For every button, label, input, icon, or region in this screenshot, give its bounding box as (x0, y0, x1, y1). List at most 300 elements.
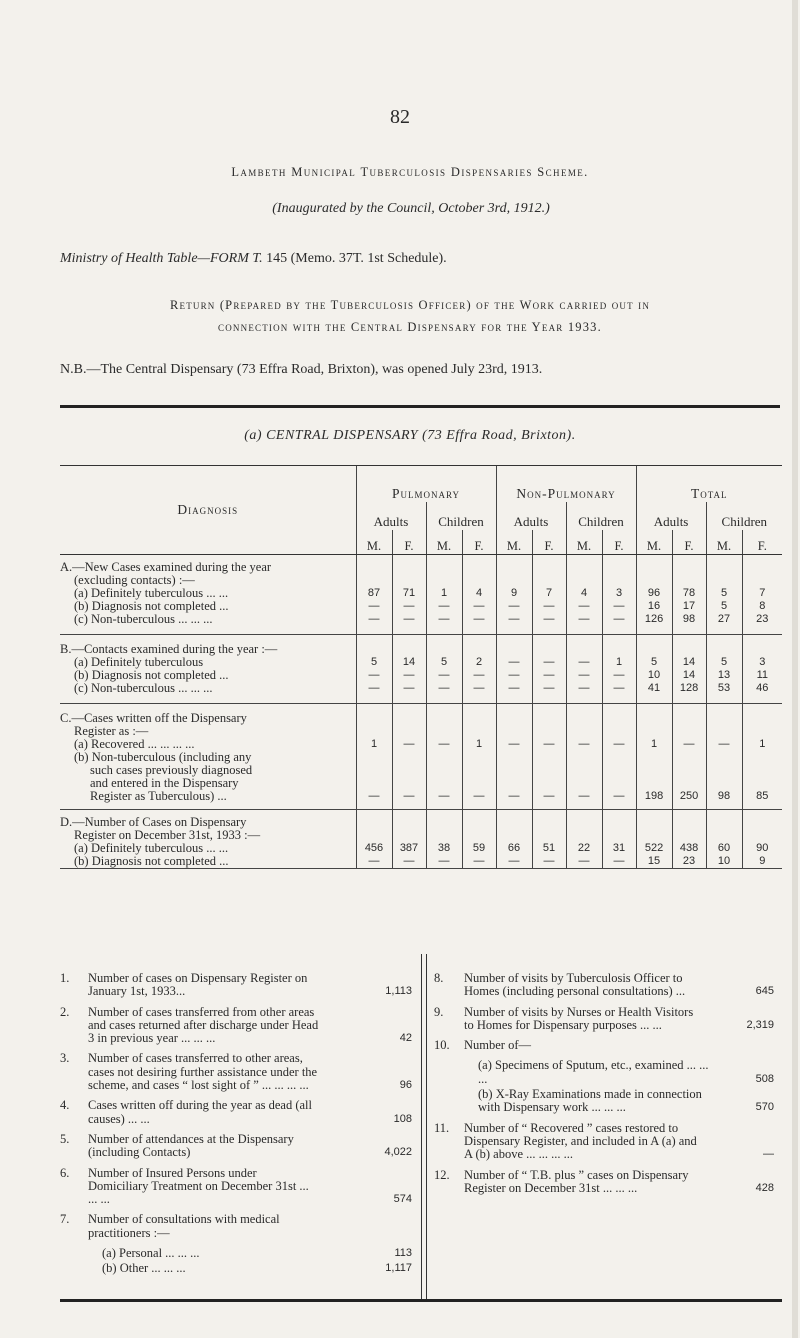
group-header: Non-Pulmonary (496, 466, 636, 503)
table-cell (566, 643, 602, 656)
sex-header: F. (532, 530, 566, 555)
summary-item (60, 1006, 420, 1046)
row-label: B.—Contacts examined during the year :— (60, 642, 278, 656)
table-cell (462, 751, 496, 764)
table-cell: 3 (742, 656, 782, 669)
table-cell: 198 (636, 790, 672, 803)
table-cell: — (566, 600, 602, 613)
table-cell (356, 725, 392, 738)
table-cell (462, 777, 496, 790)
table-cell: 46 (742, 682, 782, 695)
item-number: 6. (60, 1165, 70, 1180)
table-cell: 59 (462, 842, 496, 855)
table-cell (566, 574, 602, 587)
table-cell (462, 643, 496, 656)
item-text: Number of attendances at the Dispensary (including Contacts) (88, 1131, 294, 1160)
table-cell: — (392, 613, 426, 626)
table-cell: 5 (636, 656, 672, 669)
table-cell: 5 (706, 656, 742, 669)
table-cell: — (496, 790, 532, 803)
table-cell: 456 (356, 842, 392, 855)
table-cell: — (496, 855, 532, 869)
row-label: Register on December 31st, 1933 :— (74, 828, 261, 842)
item-value: 42 (399, 1032, 412, 1045)
item-value: — (763, 1148, 774, 1161)
table-cell (636, 764, 672, 777)
summary-left-column (60, 972, 420, 1283)
table-cell: 98 (706, 790, 742, 803)
ministry-rest: 145 (Memo. 37T. 1st Schedule). (262, 251, 447, 266)
item-text: (b) Other ... ... ... (102, 1261, 186, 1276)
table-cell: 96 (636, 587, 672, 600)
table-cell: — (566, 613, 602, 626)
table-cell: 438 (672, 842, 706, 855)
table-cell: 11 (742, 669, 782, 682)
item-text: Number of Insured Persons under Domiciliary Treatment on December 31st ... ... ... (88, 1165, 309, 1207)
table-cell (356, 816, 392, 829)
table-cell: — (426, 600, 462, 613)
table-cell (392, 829, 426, 842)
table-cell (672, 725, 706, 738)
item-text: (a) Specimens of Sputum, etc., examined ... ... ... (478, 1058, 709, 1086)
table-cell (566, 561, 602, 574)
table-cell (636, 643, 672, 656)
row-label: (c) Non-tuberculous ... ... ... (74, 681, 213, 695)
row-label: A.—New Cases examined during the year (60, 560, 272, 574)
table-cell (636, 816, 672, 829)
table-cell (706, 561, 742, 574)
table-cell (532, 751, 566, 764)
table-cell: — (496, 669, 532, 682)
summary-item (60, 1213, 420, 1240)
table-cell: 4 (566, 587, 602, 600)
table-cell: 1 (602, 656, 636, 669)
summary-item (434, 1039, 784, 1052)
table-cell (532, 777, 566, 790)
table-cell: — (532, 738, 566, 751)
item-value: 108 (393, 1112, 412, 1125)
table-cell (602, 777, 636, 790)
table-cell (426, 751, 462, 764)
group-header: Pulmonary (356, 466, 496, 503)
table-cell: 5 (706, 600, 742, 613)
table-cell: — (602, 855, 636, 869)
item-number: 4. (60, 1098, 70, 1113)
table-cell (706, 751, 742, 764)
return-heading (0, 294, 800, 338)
page-number: 82 (390, 106, 410, 128)
table-cell (566, 751, 602, 764)
item-text: Number of cases on Dispensary Register on January 1st, 1933... (88, 971, 308, 999)
table-cell: 1 (356, 738, 392, 751)
item-value: 645 (755, 985, 774, 998)
diagnosis-header: Diagnosis (60, 466, 356, 555)
table-cell: 1 (742, 738, 782, 751)
table-cell: — (496, 600, 532, 613)
item-text: Number of cases transferred to other areas, cases not desiring further assistance under the scheme, and cases “ lost sight of ” ... ... ... ... (88, 1051, 318, 1093)
table-cell (426, 561, 462, 574)
group-header: Total (636, 466, 782, 503)
cases-table (60, 465, 782, 869)
table-cell: 5 (356, 656, 392, 669)
subgroup-header: Children (706, 502, 782, 530)
table-cell: 53 (706, 682, 742, 695)
sex-header: F. (462, 530, 496, 555)
table-cell: 15 (636, 855, 672, 869)
return-line-1: Return (Prepared by the Tuberculosis Officer) of the Work carried out in (169, 298, 651, 312)
table-cell (636, 751, 672, 764)
table-cell (532, 725, 566, 738)
table-cell (426, 777, 462, 790)
table-cell (672, 574, 706, 587)
sex-header: F. (742, 530, 782, 555)
table-cell (672, 816, 706, 829)
table-cell (636, 712, 672, 725)
item-value: 96 (399, 1079, 412, 1092)
table-cell (706, 777, 742, 790)
table-cell: — (462, 669, 496, 682)
table-cell (392, 764, 426, 777)
summary-item (60, 1052, 420, 1092)
table-cell (426, 574, 462, 587)
table-cell: 14 (392, 656, 426, 669)
summary-item (60, 1133, 420, 1160)
table-cell: 8 (742, 600, 782, 613)
table-row (60, 790, 782, 803)
table-cell: — (706, 738, 742, 751)
table-cell (356, 751, 392, 764)
table-cell (672, 712, 706, 725)
table-cell: 128 (672, 682, 706, 695)
row-label: (b) Diagnosis not completed ... (74, 668, 229, 682)
table-cell (496, 751, 532, 764)
table-cell (356, 777, 392, 790)
table-cell: — (566, 790, 602, 803)
item-text: Number of— (464, 1038, 531, 1053)
item-text: (a) Personal ... ... ... (102, 1246, 200, 1261)
item-text: Number of “ Recovered ” cases restored to Dispensary Register, and included in A (a) and A (b) above ... ... ... ... (464, 1120, 697, 1162)
item-value: 1,117 (385, 1262, 412, 1275)
table-cell: — (462, 855, 496, 869)
sex-header: M. (706, 530, 742, 555)
table-cell (636, 777, 672, 790)
table-cell: — (462, 790, 496, 803)
table-cell (742, 751, 782, 764)
column-divider (426, 954, 427, 1299)
table-cell (532, 816, 566, 829)
table-cell: — (426, 790, 462, 803)
table-cell (392, 561, 426, 574)
table-cell: — (426, 738, 462, 751)
table-cell (566, 829, 602, 842)
table-cell: — (356, 613, 392, 626)
summary-right-column (434, 972, 784, 1202)
item-text: Cases written off during the year as dead (all causes) ... ... (88, 1098, 312, 1126)
table-cell (602, 712, 636, 725)
item-value: 4,022 (384, 1146, 412, 1159)
table-cell (532, 764, 566, 777)
table-cell (496, 561, 532, 574)
table-cell: 31 (602, 842, 636, 855)
table-cell (602, 764, 636, 777)
table-cell: 250 (672, 790, 706, 803)
table-cell (392, 574, 426, 587)
summary-item (434, 1169, 784, 1196)
table-cell (566, 764, 602, 777)
table-cell (706, 816, 742, 829)
ministry-reference (60, 251, 447, 267)
table-cell (566, 725, 602, 738)
row-label: such cases previously diagnosed (90, 763, 253, 777)
table-cell: 10 (636, 669, 672, 682)
table-cell (462, 725, 496, 738)
summary-item (60, 1247, 420, 1260)
table-cell: 13 (706, 669, 742, 682)
table-cell (636, 829, 672, 842)
subgroup-header: Adults (356, 502, 426, 530)
table-cell: 51 (532, 842, 566, 855)
table-row (60, 682, 782, 695)
table-cell: 78 (672, 587, 706, 600)
table-cell: — (462, 600, 496, 613)
table-cell: — (426, 669, 462, 682)
table-cell: 71 (392, 587, 426, 600)
table-cell (462, 829, 496, 842)
table-cell: — (356, 669, 392, 682)
item-number: 8. (434, 971, 444, 985)
table-cell: — (392, 682, 426, 695)
item-value: 428 (755, 1181, 774, 1194)
item-text: Number of consultations with medical practitioners :— (88, 1212, 280, 1240)
table-cell (532, 712, 566, 725)
row-label: (a) Definitely tuberculous (74, 655, 204, 669)
table-cell: — (426, 682, 462, 695)
table-cell (392, 816, 426, 829)
table-cell: 387 (392, 842, 426, 855)
summary-item (60, 1167, 420, 1207)
table-cell (742, 764, 782, 777)
spacer-row (60, 695, 782, 704)
table-cell (566, 777, 602, 790)
table-cell: 66 (496, 842, 532, 855)
table-cell (496, 816, 532, 829)
table-cell: 17 (672, 600, 706, 613)
item-number: 10. (434, 1038, 450, 1053)
table-cell (462, 574, 496, 587)
table-cell (356, 829, 392, 842)
sex-header: M. (636, 530, 672, 555)
table-cell: — (392, 669, 426, 682)
table-cell (742, 725, 782, 738)
table-cell (426, 712, 462, 725)
sex-header: F. (602, 530, 636, 555)
table-cell: — (602, 738, 636, 751)
table-cell (496, 725, 532, 738)
subgroup-header: Children (426, 502, 496, 530)
table-row (60, 855, 782, 869)
table-cell: — (532, 855, 566, 869)
table-cell: 7 (742, 587, 782, 600)
table-cell: 7 (532, 587, 566, 600)
subgroup-header: Children (566, 502, 636, 530)
table-cell: — (602, 669, 636, 682)
table-cell: 522 (636, 842, 672, 855)
table-cell: 22 (566, 842, 602, 855)
table-cell: — (602, 600, 636, 613)
table-cell: 14 (672, 669, 706, 682)
table-cell: 98 (672, 613, 706, 626)
table-cell (706, 725, 742, 738)
spacer-row (60, 626, 782, 635)
central-dispensary-title: (a) CENTRAL DISPENSARY (73 Effra Road, Brixton). (244, 428, 576, 443)
table-cell (496, 829, 532, 842)
sex-header: M. (426, 530, 462, 555)
table-cell: — (602, 613, 636, 626)
row-label: (c) Non-tuberculous ... ... ... (74, 612, 213, 626)
table-cell: 85 (742, 790, 782, 803)
table-cell: — (566, 669, 602, 682)
table-cell: 27 (706, 613, 742, 626)
table-cell (602, 725, 636, 738)
table-cell (636, 561, 672, 574)
column-divider (421, 954, 422, 1299)
item-number: 7. (60, 1212, 70, 1227)
table-cell: — (356, 600, 392, 613)
table-cell (532, 829, 566, 842)
nb-note: N.B.—The Central Dispensary (73 Effra Road, Brixton), was opened July 23rd, 1913. (60, 362, 543, 377)
subgroup-header: Adults (636, 502, 706, 530)
table-cell: — (532, 682, 566, 695)
summary-item (60, 1262, 420, 1275)
table-cell: 9 (742, 855, 782, 869)
summary-item (434, 972, 784, 999)
table-cell (636, 725, 672, 738)
table-cell: 41 (636, 682, 672, 695)
item-number: 1. (60, 971, 70, 985)
table-cell: — (356, 855, 392, 869)
row-label: C.—Cases written off the Dispensary (60, 711, 247, 725)
table-cell (672, 777, 706, 790)
top-rule (60, 405, 780, 408)
table-cell: 90 (742, 842, 782, 855)
table-cell (602, 751, 636, 764)
item-value: 508 (755, 1072, 774, 1085)
table-cell (496, 777, 532, 790)
table-cell: — (566, 855, 602, 869)
row-label: (a) Recovered ... ... ... ... (74, 737, 195, 751)
item-text: Number of visits by Nurses or Health Visitors to Homes for Dispensary purposes ... ... (464, 1004, 694, 1032)
table-cell (392, 725, 426, 738)
table-cell: 5 (426, 656, 462, 669)
table-cell: — (532, 669, 566, 682)
table-cell (672, 561, 706, 574)
table-cell: 23 (742, 613, 782, 626)
table-cell: — (602, 790, 636, 803)
table-cell (356, 764, 392, 777)
sex-header: M. (566, 530, 602, 555)
table-cell (462, 712, 496, 725)
table-cell: 1 (636, 738, 672, 751)
table-cell: — (496, 738, 532, 751)
item-number: 3. (60, 1051, 70, 1066)
table-cell (742, 574, 782, 587)
table-row (60, 712, 782, 725)
sex-header: F. (392, 530, 426, 555)
row-label: (a) Definitely tuberculous ... ... (74, 586, 229, 600)
item-value: 2,319 (746, 1018, 774, 1031)
table-cell: — (462, 613, 496, 626)
table-cell: — (532, 656, 566, 669)
summary-item (434, 1088, 784, 1115)
item-text: Number of visits by Tuberculosis Officer to Homes (including personal consultations) ... (464, 971, 686, 999)
table-cell: — (532, 790, 566, 803)
item-number: 9. (434, 1004, 444, 1019)
table-cell: — (532, 600, 566, 613)
table-cell (462, 561, 496, 574)
table-cell (636, 574, 672, 587)
return-line-2: connection with the Central Dispensary for the Year 1933. (218, 320, 602, 334)
table-cell (496, 643, 532, 656)
scheme-title: Lambeth Municipal Tuberculosis Dispensaries Scheme. (231, 165, 589, 179)
subgroup-header: Adults (496, 502, 566, 530)
table-cell: 9 (496, 587, 532, 600)
item-value: 113 (394, 1247, 412, 1260)
table-cell (532, 561, 566, 574)
summary-item (60, 1099, 420, 1126)
table-cell (496, 764, 532, 777)
inauguration-note: (Inaugurated by the Council, October 3rd, 1912.) (272, 201, 550, 216)
sex-header: M. (496, 530, 532, 555)
table-cell (356, 712, 392, 725)
bottom-rule (60, 1299, 782, 1302)
ministry-italic: Ministry of Health Table—FORM T. (60, 251, 263, 266)
table-cell (532, 643, 566, 656)
table-cell (426, 816, 462, 829)
table-cell: — (426, 855, 462, 869)
item-number: 12. (434, 1167, 450, 1182)
row-label: D.—Number of Cases on Dispensary (60, 815, 247, 829)
table-cell (672, 764, 706, 777)
row-label: (b) Diagnosis not completed ... (74, 854, 229, 868)
table-cell: — (392, 600, 426, 613)
table-cell: — (392, 855, 426, 869)
table-cell: 10 (706, 855, 742, 869)
table-cell: 1 (426, 587, 462, 600)
table-cell (426, 725, 462, 738)
table-cell (602, 643, 636, 656)
table-cell (392, 777, 426, 790)
table-cell (356, 643, 392, 656)
table-cell: — (496, 682, 532, 695)
table-cell: 3 (602, 587, 636, 600)
summary-item (434, 1059, 784, 1086)
table-cell: 38 (426, 842, 462, 855)
table-cell (602, 816, 636, 829)
table-cell (742, 777, 782, 790)
table-cell: 14 (672, 656, 706, 669)
table-cell: 87 (356, 587, 392, 600)
table-cell (532, 574, 566, 587)
table-cell: 5 (706, 587, 742, 600)
table-cell: 16 (636, 600, 672, 613)
sex-header: M. (356, 530, 392, 555)
table-cell (392, 643, 426, 656)
table-cell (672, 751, 706, 764)
table-cell (602, 829, 636, 842)
table-cell (742, 561, 782, 574)
table-cell (426, 764, 462, 777)
summary-item (434, 1122, 784, 1162)
